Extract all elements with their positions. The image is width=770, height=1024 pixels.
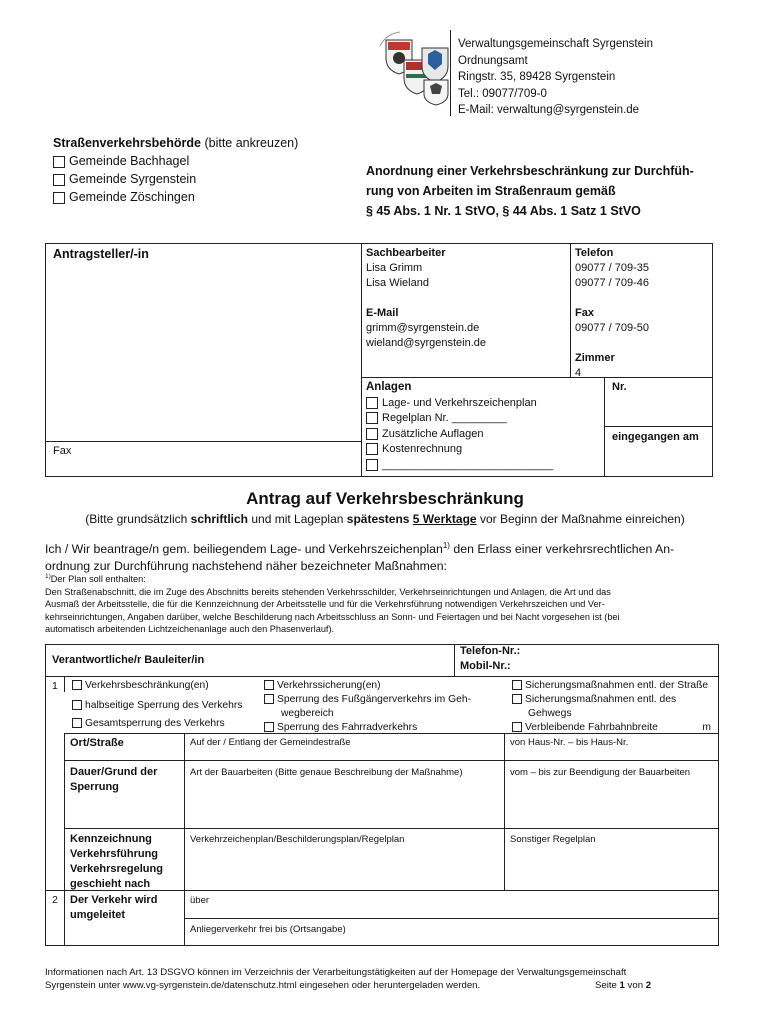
- measure-option[interactable]: [72, 717, 242, 731]
- anlage-label: Zusätzliche Auflagen: [382, 427, 484, 440]
- measure-option[interactable]: [512, 721, 717, 735]
- checkbox[interactable]: [366, 412, 378, 424]
- unit-label: m: [702, 722, 711, 733]
- checkbox[interactable]: [72, 680, 82, 690]
- footnote-line: automatisch arbeitenden Lichtzeichenanlage auch den Phasenverlauf).: [45, 624, 335, 635]
- anlagen-block: [366, 380, 553, 473]
- email-address: E-Mail: verwaltung@syrgenstein.de: [458, 104, 640, 116]
- kenn-hint-2[interactable]: Sonstiger Regelplan: [510, 834, 596, 845]
- phone-number: Tel.: 09077/709-0: [458, 87, 547, 100]
- authority-option-bachhagel[interactable]: [53, 152, 298, 170]
- main-title: Antrag auf Verkehrsbeschränkung: [246, 489, 524, 508]
- zimmer-label: Zimmer: [575, 352, 615, 364]
- org-name: Verwaltungsgemeinschaft Syrgenstein: [458, 38, 653, 50]
- authority-section: [53, 134, 298, 206]
- option-label: Verkehrssicherung(en): [277, 680, 381, 691]
- anlage-item[interactable]: [366, 411, 553, 427]
- kenn-label-line: Verkehrsregelung: [70, 863, 163, 875]
- authority-hint: (bitte ankreuzen): [200, 136, 299, 150]
- checkbox[interactable]: [512, 680, 522, 690]
- option-label-continued: wegbereich: [281, 708, 334, 719]
- fax-label: Fax: [575, 307, 594, 319]
- kenn-label-line: Kennzeichnung: [70, 833, 152, 845]
- page-label: Seite: [595, 980, 620, 991]
- option-label: Sicherungsmaßnahmen entl. des: [525, 694, 677, 705]
- dept-name: Ordnungsamt: [458, 54, 528, 67]
- divider: [64, 760, 719, 761]
- subtitle-text: (Bitte grundsätzlich: [85, 512, 191, 526]
- anlieger-hint[interactable]: Anliegerverkehr frei bis (Ortsangabe): [190, 924, 346, 935]
- intro-line: Ich / Wir beantrage/n gem. beiliegendem Lage- und Verkehrszeichenplan: [45, 542, 443, 557]
- order-title: [366, 161, 694, 221]
- divider: [361, 243, 362, 477]
- divider: [45, 676, 719, 677]
- subtitle-text: und mit Lageplan: [248, 512, 347, 526]
- coats-of-arms-logo: [376, 26, 452, 106]
- row-number-2: 2: [52, 894, 58, 906]
- checkbox[interactable]: [72, 718, 82, 728]
- divider: [454, 644, 455, 676]
- anlage-label: Lage- und Verkehrszeichenplan: [382, 396, 537, 409]
- dauer-label: [70, 765, 157, 795]
- telefon-label: Telefon: [575, 247, 614, 259]
- footnote: [45, 571, 735, 636]
- subtitle-bold: schriftlich: [190, 512, 249, 526]
- email-link[interactable]: wieland@syrgenstein.de: [366, 337, 487, 349]
- divider: [184, 733, 185, 946]
- anlage-label: Kostenrechnung: [382, 443, 463, 455]
- email-link[interactable]: grimm@syrgenstein.de: [366, 322, 480, 334]
- measure-option[interactable]: [512, 679, 717, 693]
- authority-heading: [53, 134, 298, 152]
- footnote-mark: 1): [45, 573, 51, 580]
- kenn-label-line: geschieht nach: [70, 878, 151, 890]
- divider: [64, 676, 65, 692]
- measure-option[interactable]: [264, 693, 471, 707]
- intro-line: den Erlass einer verkehrsrechtlichen An-: [449, 542, 675, 557]
- anlage-item[interactable]: [366, 458, 553, 474]
- footer: [45, 966, 725, 992]
- option-label-continued: Gehwegs: [528, 708, 572, 719]
- kennzeichnung-label: [70, 832, 163, 892]
- measure-option[interactable]: [72, 679, 242, 693]
- intro-text: [45, 537, 725, 575]
- measure-option[interactable]: [512, 693, 717, 707]
- footnote-line: kehrseinrichtungen, Angaben darüber, welche Beschilderung nach Arbeitsschluss an Sonn- und Feiertagen und bei Nacht vorgesehen ist (bei: [45, 611, 620, 622]
- option-label: Sperrung des Fahrradverkehrs: [277, 722, 418, 733]
- eingegangen-label: eingegangen am: [612, 431, 699, 443]
- option-label: Verkehrsbeschränkung(en): [85, 680, 209, 691]
- checkbox[interactable]: [366, 397, 378, 409]
- checkbox[interactable]: [264, 694, 274, 704]
- divider: [64, 733, 65, 946]
- mobil-nr-label: Mobil-Nr.:: [460, 660, 511, 672]
- measure-option[interactable]: [264, 679, 471, 693]
- kenn-hint[interactable]: Verkehrzeichenplan/Beschilderungsplan/Regelplan: [190, 834, 405, 845]
- checkbox[interactable]: [53, 174, 65, 186]
- option-label: halbseitige Sperrung des Verkehrs: [85, 700, 243, 711]
- header-address: [458, 36, 653, 119]
- ort-label: Ort/Straße: [70, 737, 124, 749]
- checkbox[interactable]: [366, 428, 378, 440]
- divider: [604, 377, 605, 477]
- option-label: Gemeinde Zöschingen: [69, 190, 195, 204]
- row-number-1: 1: [52, 680, 58, 692]
- option-label: Gemeinde Bachhagel: [69, 154, 190, 168]
- page-number: 1: [619, 980, 625, 991]
- divider: [184, 918, 719, 919]
- measure-option[interactable]: [72, 699, 242, 713]
- telefon-value: 09077 / 709-46: [575, 277, 650, 289]
- anlagen-label: Anlagen: [366, 381, 412, 393]
- checkbox[interactable]: [264, 680, 274, 690]
- measure-col-2: [264, 679, 471, 735]
- divider: [45, 441, 361, 442]
- measure-col-1: [72, 679, 242, 731]
- order-title-line: § 45 Abs. 1 Nr. 1 StVO, § 44 Abs. 1 Satz 1 StVO: [366, 204, 641, 218]
- subtitle-deadline: 5 Werktage: [412, 512, 477, 526]
- checkbox[interactable]: [512, 694, 522, 704]
- subtitle-text: vor Beginn der Maßnahme einreichen): [476, 512, 685, 526]
- intro-line: ordnung zur Durchführung nachstehend näher bezeichneter Maßnahmen:: [45, 559, 447, 574]
- sachbearbeiter-name: Lisa Grimm: [366, 262, 423, 274]
- umleitung-label: [70, 893, 157, 923]
- ort-hint-2[interactable]: von Haus-Nr. – bis Haus-Nr.: [510, 737, 629, 748]
- authority-option-syrgenstein[interactable]: [53, 170, 298, 188]
- divider: [604, 426, 713, 427]
- anlage-item[interactable]: [366, 442, 553, 458]
- footnote-ref: 1): [442, 541, 450, 550]
- page-indicator: [595, 979, 651, 992]
- checkbox[interactable]: [366, 443, 378, 455]
- footer-privacy-line: Informationen nach Art. 13 DSGVO können im Verzeichnis der Verarbeitungstätigkeiten auf der Homepage der Verwaltungsgemeinschaft: [45, 967, 627, 978]
- measure-option[interactable]: [264, 721, 471, 735]
- footnote-line: Den Straßenabschnitt, die im Zuge des Abschnitts bereits stehenden Verkehrsschilder, Verkehrseinrichtungen und Anlagen, die Art und das: [45, 586, 611, 597]
- umleitung-label-line: umgeleitet: [70, 909, 126, 921]
- anlage-label: Regelplan Nr. _________: [382, 412, 507, 424]
- option-label: Sperrung des Fußgängerverkehrs im Geh-: [277, 694, 472, 705]
- footnote-title: Der Plan soll enthalten:: [50, 574, 146, 585]
- checkbox[interactable]: [366, 459, 378, 471]
- divider: [570, 243, 571, 377]
- subtitle: [0, 511, 770, 527]
- telefon-value: 09077 / 709-35: [575, 262, 650, 274]
- applicant-fax-label: Fax: [53, 445, 72, 457]
- anlage-item[interactable]: [366, 427, 553, 443]
- sachbearbeiter-name: Lisa Wieland: [366, 277, 429, 289]
- email-label: E-Mail: [366, 307, 399, 319]
- measure-col-3: [512, 679, 717, 735]
- option-label: Sicherungsmaßnahmen entl. der Straße: [525, 680, 709, 691]
- authority-title: Straßenverkehrsbehörde: [53, 136, 201, 150]
- dauer-hint[interactable]: Art der Bauarbeiten (Bitte genaue Beschreibung der Maßnahme): [190, 767, 463, 778]
- sachbearbeiter-label: Sachbearbeiter: [366, 247, 446, 259]
- checkbox[interactable]: [512, 722, 522, 732]
- applicant-label: Antragsteller/-in: [53, 247, 149, 261]
- bauleiter-label: Verantwortliche/r Bauleiter/in: [52, 654, 205, 666]
- option-label: Verbleibende Fahrbahnbreite: [525, 722, 658, 733]
- ueber-hint[interactable]: über: [190, 895, 210, 906]
- divider: [361, 377, 713, 378]
- dauer-hint-2[interactable]: vom – bis zur Beendigung der Bauarbeiten: [510, 767, 691, 778]
- footnote-line: Ausmaß der Arbeitsstelle, die für die Kennzeichnung der Arbeitsstelle und für die Verkehrsführung notwendigen Verkehrszeichen und Ver-: [45, 599, 605, 610]
- ort-hint[interactable]: Auf der / Entlang der Gemeindestraße: [190, 737, 351, 748]
- zimmer-value: 4: [575, 367, 582, 379]
- order-title-line: rung von Arbeiten im Straßenraum gemäß: [366, 184, 616, 198]
- phone-block: [575, 246, 649, 381]
- kenn-label-line: Verkehrsführung: [70, 848, 159, 860]
- footer-privacy-line: Syrgenstein unter www.vg-syrgenstein.de/datenschutz.html eingesehen oder heruntergeladen werden.: [45, 980, 481, 991]
- order-title-line: Anordnung einer Verkehrsbeschränkung zur Durchfüh-: [366, 164, 694, 178]
- divider: [504, 733, 505, 890]
- checkbox[interactable]: [72, 700, 82, 710]
- telefon-nr-label: Telefon-Nr.:: [460, 645, 521, 657]
- subtitle-bold: spätestens: [346, 512, 413, 526]
- anlage-label: ____________________________: [382, 458, 554, 471]
- contact-block: [366, 246, 486, 351]
- page-total: 2: [645, 980, 652, 991]
- nr-label: Nr.: [612, 381, 627, 393]
- fax-value: 09077 / 709-50: [575, 322, 650, 334]
- option-label: Gesamtsperrung des Verkehrs: [85, 718, 225, 729]
- checkbox[interactable]: [264, 722, 274, 732]
- authority-option-zoeschingen[interactable]: [53, 188, 298, 206]
- divider: [64, 828, 719, 829]
- header-divider: [450, 30, 451, 116]
- option-label: Gemeinde Syrgenstein: [69, 172, 197, 186]
- checkbox[interactable]: [53, 156, 65, 168]
- page-label: von: [624, 980, 646, 991]
- street-address: Ringstr. 35, 89428 Syrgenstein: [458, 71, 616, 83]
- dauer-label-line: Dauer/Grund der: [70, 766, 158, 778]
- checkbox[interactable]: [53, 192, 65, 204]
- anlage-item[interactable]: [366, 396, 553, 412]
- umleitung-label-line: Der Verkehr wird: [70, 894, 158, 906]
- dauer-label-line: Sperrung: [70, 781, 119, 793]
